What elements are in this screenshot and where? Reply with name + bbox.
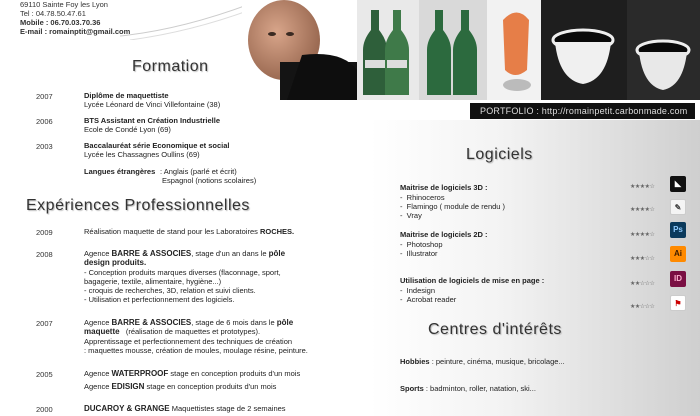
interets-title: Centres d'intérêts [428,321,562,338]
rating-stars: ★★☆☆☆ [630,281,655,287]
exp-2008-head: Agence BARRE & ASSOCIES, stage d'un an dans le pôle [84,249,286,258]
logiciels-item: - Acrobat reader [400,295,457,304]
portrait-photo [242,0,357,100]
exp-2008-l2: bagagerie, textile, alimentaire, hygiène...) [84,277,222,286]
logiciels-item: - Vray [400,211,422,220]
rating-stars: ★★☆☆☆ [630,304,655,310]
formation-year: 2006 [36,117,53,126]
experiences-title: Expériences Professionnelles [26,197,250,214]
phone-line: Tel : 04.78.50.47.61 [20,9,86,18]
exp-year: 2000 [36,405,53,414]
formation-year: 2003 [36,142,53,151]
logiciels-item: - Photoshop [400,240,443,249]
portfolio-bar[interactable] [470,103,695,119]
exp-year: 2007 [36,319,53,328]
logiciels-item: - Rhinoceros [400,193,445,202]
rating-stars: ★★★★☆ [630,232,655,238]
contact-block [20,0,130,36]
sports-line: Sports : badminton, roller, natation, ski... [400,384,536,393]
mobile-line: Mobile : 06.70.03.70.36 [20,18,101,27]
logiciels-2d-title: Maitrise de logiciels 2D : [400,230,488,239]
logiciels-item: - Illustrator [400,249,438,258]
rating-stars: ★★★★☆ [630,207,655,213]
exp-year: 2009 [36,228,53,237]
flamingo-icon: ✎ [670,199,686,215]
exp-2008-l4: - Utilisation et perfectionnement des logiciels. [84,295,235,304]
exp-2007-dept: maquette (réalisation de maquettes et prototypes). [84,327,261,336]
exp-2009: Réalisation maquette de stand pour les Laboratoires ROCHES. [84,227,295,236]
languages-2: Espagnol (notions scolaires) [162,176,257,185]
decorative-swoosh [120,0,250,40]
address-line: 69110 Sainte Foy les Lyon [20,0,108,9]
right-column-background [370,120,700,416]
logiciels-3d-title: Maitrise de logiciels 3D : [400,183,488,192]
formation-school: Lycée les Chassagnes Oullins (69) [84,150,200,159]
exp-2008-l3: - croquis de recherches, 3D, relation et suivi clients. [84,286,256,295]
exp-2007-l2: : maquettes mousse, création de moules, moulage résine, peinture. [84,346,308,355]
portfolio-label: PORTFOLIO [480,106,534,116]
exp-year: 2005 [36,370,53,379]
formation-degree: Baccalauréat série Economique et social [84,141,230,150]
formation-school: Ecole de Condé Lyon (69) [84,125,171,134]
exp-2005-a: Agence WATERPROOF stage en conception produits d'un mois [84,369,301,378]
exp-2008-dept: design produits. [84,258,147,267]
rating-stars: ★★★☆☆ [630,256,655,262]
email-line: E-mail : romainptit@gmail.com [20,27,131,36]
logiciels-item: - Indesign [400,286,436,295]
logiciels-title: Logiciels [466,146,533,163]
acrobat-icon: ⚑ [670,295,686,311]
languages-1: : Anglais (parlé et écrit) [160,167,237,176]
formation-school: Lycée Léonard de Vinci Villefontaine (38) [84,100,221,109]
exp-2007-head: Agence BARRE & ASSOCIES, stage de 6 mois dans le pôle [84,318,294,327]
formation-title: Formation [132,58,209,75]
logiciels-item: - Flamingo ( module de rendu ) [400,202,506,211]
exp-year: 2008 [36,250,53,259]
formation-year: 2007 [36,92,53,101]
exp-2005-b: Agence EDISIGN stage en conception produits d'un mois [84,382,277,391]
exp-2008-l1: - Conception produits marques diverses (flaconnage, sport, [84,268,281,277]
exp-2007-l1: Apprentissage et perfectionnement des techniques de création [84,337,293,346]
indesign-icon: ID [670,271,686,287]
portfolio-url[interactable]: : http://romainpetit.carbonmade.com [536,106,688,116]
illustrator-icon: Ai [670,246,686,262]
rhino-icon: ◣ [670,176,686,192]
photoshop-icon: Ps [670,222,686,238]
exp-2000: DUCAROY & GRANGE Maquettistes stage de 2 semaines [84,404,286,413]
formation-degree: BTS Assistant en Création Industrielle [84,116,220,125]
rating-stars: ★★★★☆ [630,184,655,190]
formation-degree: Diplôme de maquettiste [84,91,169,100]
product-gallery [357,0,700,100]
logiciels-layout-title: Utilisation de logiciels de mise en page : [400,276,545,285]
hobbies-line: Hobbies : peinture, cinéma, musique, bricolage... [400,357,565,366]
languages-label: Langues étrangères [84,167,156,176]
